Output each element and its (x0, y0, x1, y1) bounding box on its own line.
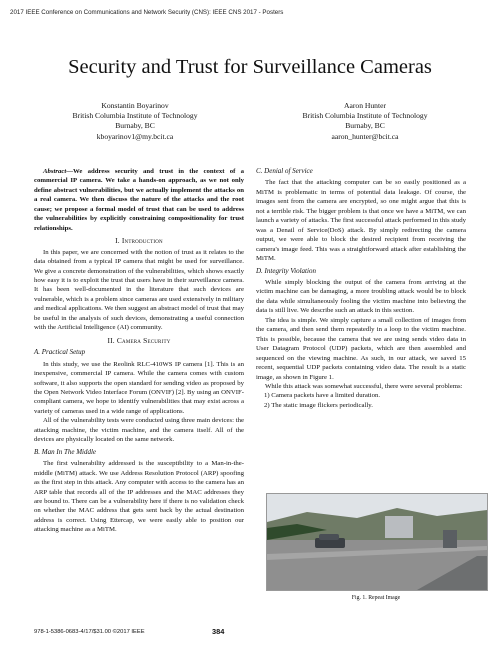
conference-header: 2017 IEEE Conference on Communications and Network Security (CNS): IEEE CNS 2017 - Posters (10, 9, 284, 16)
author-name: Aaron Hunter (344, 101, 386, 110)
author-email: aaron_hunter@bcit.ca (331, 131, 399, 141)
pole (443, 530, 457, 548)
setup-paragraph-2: All of the vulnerability tests were conducted using three main devices: the attacking machine, the victim machine, and the camera itself. All of the devices are physically located on the same network. (34, 417, 244, 444)
car-roof (319, 534, 339, 540)
footer-isbn: 978-1-5386-0683-4/17/$31.00 ©2017 IEEE (34, 629, 145, 635)
subsection-heading-practical-setup: A. Practical Setup (34, 348, 86, 357)
author-affiliation: British Columbia Institute of Technology (302, 111, 428, 121)
abstract (34, 167, 244, 233)
author-location: Burnaby, BC (345, 121, 385, 131)
camera-still-image (267, 494, 487, 590)
right-column (256, 167, 466, 410)
author-block-1 (60, 101, 210, 142)
dos-paragraph: The fact that the attacking computer can be so easily positioned as a MiTM is problematic in terms of potential data leakage. Of course, the images sent from the camera are encrypted, so one might argue that this is not a terrible risk. The bigger problem is that once we have a MiTM, we can launch a variety of attacks. The first successful attack performed in this study was a Denail of Service(DoS) attack. By simply redirecting the camera output, we were able to block the desired recipient from receiving the camera's image feed. This was a straightforward attack after establishing the MiTM. (256, 179, 466, 263)
integrity-paragraph-3: While this attack was somewhat successful, there were several problems: (265, 382, 463, 390)
subsection-heading-mitm: B. Man In The Middle (34, 447, 97, 456)
author-name: Konstantin Boyarinov (101, 101, 169, 110)
author-block-2 (290, 101, 440, 142)
page-number: 384 (212, 627, 225, 636)
paper-title: Security and Trust for Surveillance Cameras (68, 56, 432, 78)
figure-caption: Fig. 1. Repeat Image (351, 595, 401, 601)
figure-repeat-image (266, 493, 488, 591)
integrity-paragraph-2: The idea is simple. We simply capture a small collection of images from the camera, and then send them repeatedly in a loop to the victim machine. This is possible, because the camera that we are using sends video data in User Datagram Protocol (UDP) packets, which are then assembled and sequenced on the viewing machine. As such, in our attack, we saved 15 recent, sequential UDP packets containing video data. The result is a static image, as shown in Figure 1. (256, 316, 466, 381)
problem-list (256, 391, 466, 410)
author-location: Burnaby, BC (115, 121, 155, 131)
integrity-paragraph-1: While simply blocking the output of the camera from arriving at the victim machine can be damaging, a more troubling attack would be to block the data while simultaneously fooling the victim machine into believing the data is still live. We describe such an attack in this section. (256, 278, 466, 315)
setup-paragraph-1: In this study, we use the Reolink RLC-410WS IP camera [1]. This is an inexpensive, commercial IP camera. While the camera comes with custom software, it also supports the open standard for sending video as proposed by the Open Network Video Interface Forum (ONVIF) [2]. By using an ONVIF-compliant camera, we hope to identify vulnerabilities that may exist across a variety of cameras used in a wide range of applications. (34, 360, 244, 415)
list-item: 1) Camera packets have a limited duration. (264, 392, 381, 400)
author-email: kboyarinov1@my.bcit.ca (96, 131, 174, 141)
section-heading-introduction: I. Introduction (115, 236, 163, 246)
building (385, 516, 413, 538)
subsection-heading-dos: C. Denial of Service (256, 167, 313, 175)
subsection-heading-integrity: D. Integrity Violation (256, 266, 316, 275)
abstract-text: —We address security and trust in the context of a commercial IP camera. We take a hands-on approach, as we not only define abstract vulnerabilities, but we actually implement the attacks on a real camera. We then discuss the nature of the attacks and the root cause; we propose a formal model of trust that can be used to address the vulnerabilities by explicitly constraining compositionality for trust relationships. (34, 168, 244, 232)
mitm-paragraph: The first vulnerability addressed is the susceptibility to a Man-in-the-middle (MiTM) attack. We use Address Resolution Protocol (ARP) spoofing as the first step in this attack. Any computer with access to the camera has an ARP table that records all of the IP addresses and the MAC addresses they are bound to. There can be a vulnerability here if there is no validation check on whether the MAC address that gets sent back by the actual destination address is correct. Using Ettercap, we were easily able to position our attacking machine as a MiTM. (34, 460, 244, 534)
section-heading-camera-security: II. Camera Security (107, 335, 171, 345)
abstract-label: Abstract (43, 168, 67, 175)
list-item: 2) The static image flickers periodically. (264, 401, 373, 409)
intro-paragraph: In this paper, we are concerned with the notion of trust as it relates to the data obtained from a typical IP camera that might be used for surveillance. We give a concrete demonstration of the vulnerabilities, which shows exactly how easy it is to exploit the trust that users have in their surveillance camera. It has been well-documented in the literature that such devices are vulnerable, which is a problem since cameras are used extensively in military and medical applications. We then suggest an abstract model of trust that may be useful in the analysis of such devices, demonstrating a useful connection with the Artificial Intelligence (AI) community. (34, 248, 244, 332)
left-column (34, 167, 244, 535)
author-affiliation: British Columbia Institute of Technology (72, 111, 198, 121)
